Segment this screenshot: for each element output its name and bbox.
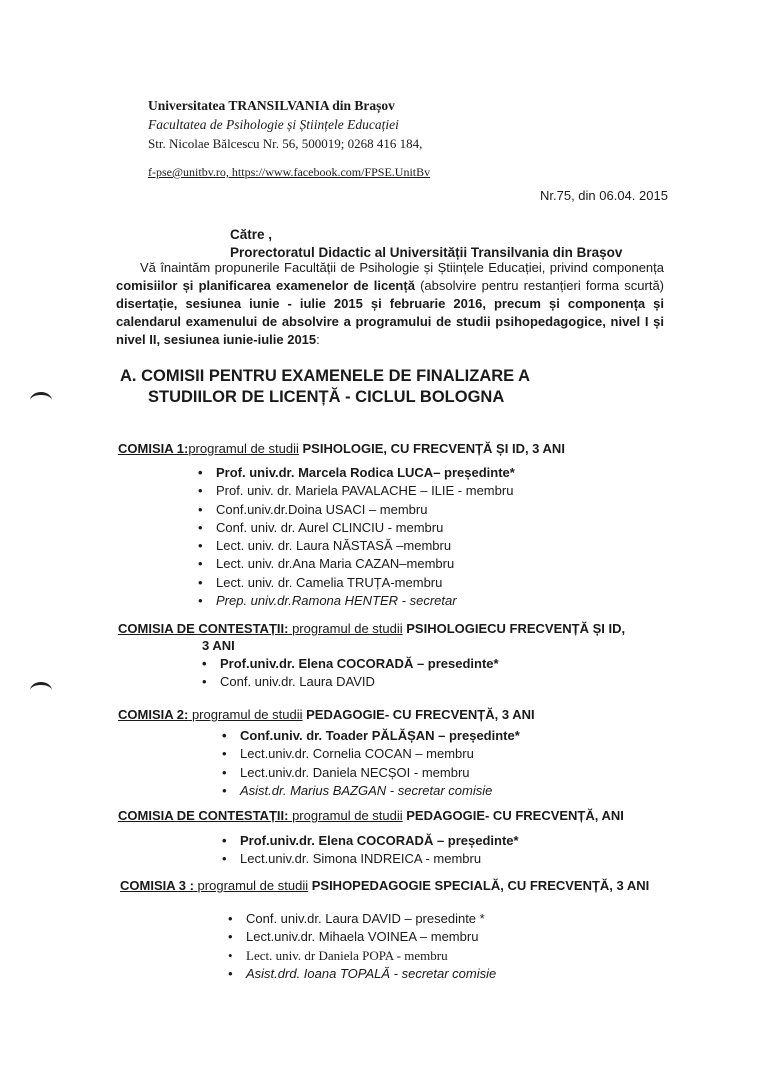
commission-program: programul de studii [292, 808, 403, 823]
commission-program: programul de studii [197, 878, 309, 893]
commission-members [198, 464, 515, 610]
commission-title: PEDAGOGIE- CU FRECVENȚĂ, ANI [402, 808, 624, 823]
intro-text: Vă înaintăm propunerile Facultății de Psihologie și Științele Educației, privind componența [140, 260, 664, 275]
commission-heading [118, 807, 624, 825]
recipient-block [230, 226, 622, 262]
commission-heading [118, 440, 565, 458]
punch-hole-mark [30, 392, 52, 409]
commission-label: COMISIA DE CONTESTAȚII: [118, 808, 289, 823]
member-item: • Asist.drd. Ioana TOPALĂ - secretar comisie [228, 965, 496, 983]
member-item: • Prep. univ.dr.Ramona HENTER - secretar [198, 592, 515, 610]
commission-program: programul de studii [188, 441, 299, 456]
commission-heading [118, 706, 535, 724]
commission-label: COMISIA 3 : [120, 878, 194, 893]
commission-program: programul de studii [191, 707, 303, 722]
section-a-heading [120, 366, 530, 408]
member-item: • Lect.univ.dr. Cornelia COCAN – membru [222, 745, 520, 763]
member-item: • Lect. univ. dr. Laura NĂSTASĂ –membru [198, 537, 515, 555]
commission-title: PSIHOLOGIECU FRECVENȚĂ ȘI ID, [402, 621, 626, 636]
member-item: • Lect.univ.dr. Mihaela VOINEA – membru [228, 928, 496, 946]
intro-bold: disertație, sesiunea iunie - iulie 2015 și februarie 2016, precum și componența și calendarul examenului de absolvire a programului de studii psihopedagogice, nivel I și nivel II, sesiunea iunie-iulie 2015 [116, 296, 664, 347]
member-item: • Prof. univ.dr. Marcela Rodica LUCA– președinte* [198, 464, 515, 482]
member-item: • Prof. univ. dr. Mariela PAVALACHE – ILIE - membru [198, 482, 515, 500]
intro-text: : [316, 332, 320, 347]
commission-heading [120, 877, 649, 895]
commission-label: COMISIA 2: [118, 707, 189, 722]
university-header [148, 96, 430, 182]
commission-title: PEDAGOGIE- CU FRECVENȚĂ, 3 ANI [302, 707, 535, 722]
member-item: • Lect. univ. dr. Camelia TRUȚA-membru [198, 574, 515, 592]
commission-label: COMISIA DE CONTESTAȚII: [118, 621, 289, 636]
commission-members [222, 727, 520, 800]
contact-links[interactable]: f-pse@unitbv.ro, https://www.facebook.com/FPSE.UnitBv [148, 165, 431, 179]
member-item: • Conf.univ. dr. Toader PĂLĂȘAN – președinte* [222, 727, 520, 745]
university-name: Universitatea TRANSILVANIA din Brașov [148, 98, 395, 113]
commission-title-continued: 3 ANI [202, 638, 235, 653]
intro-text: (absolvire pentru restanțieri forma scurtă) [414, 278, 665, 293]
member-item: • Conf. univ.dr. Laura DAVID – presedinte * [228, 910, 496, 928]
recipient-to: Către , [230, 227, 273, 242]
member-item: • Lect. univ. dr Daniela POPA - membru [228, 947, 496, 965]
section-a-line: A. COMISII PENTRU EXAMENELE DE FINALIZARE A [120, 367, 531, 385]
member-item: • Conf. univ. dr. Aurel CLINCIU - membru [198, 519, 515, 537]
commission-heading [118, 620, 625, 638]
member-item: • Asist.dr. Marius BAZGAN - secretar comisie [222, 782, 520, 800]
intro-paragraph [116, 259, 664, 349]
commission-members [202, 655, 499, 692]
punch-hole-mark [30, 682, 52, 699]
recipient-name: Prorectoratul Didactic al Universității Transilvania din Brașov [230, 245, 623, 260]
section-a-line: STUDIILOR DE LICENȚĂ - CICLUL BOLOGNA [148, 388, 505, 406]
commission-members [228, 910, 496, 983]
address-line: Str. Nicolae Bălcescu Nr. 56, 500019; 0268 416 184, [148, 136, 423, 151]
member-item: • Lect.univ.dr. Daniela NECȘOI - membru [222, 764, 520, 782]
commission-title: PSIHOPEDAGOGIE SPECIALĂ, CU FRECVENȚĂ, 3 ANI [308, 878, 650, 893]
intro-bold: comisiilor și planificarea examenelor de licență [116, 278, 415, 293]
commission-members [222, 832, 519, 869]
member-item: • Lect. univ. dr.Ana Maria CAZAN–membru [198, 555, 515, 573]
faculty-name: Facultatea de Psihologie și Științele Educației [148, 117, 399, 132]
reference-number: Nr.75, din 06.04. 2015 [540, 188, 668, 203]
member-item: • Conf.univ.dr.Doina USACI – membru [198, 501, 515, 519]
member-item: • Conf. univ.dr. Laura DAVID [202, 673, 499, 691]
commission-title: PSIHOLOGIE, CU FRECVENȚĂ ȘI ID, 3 ANI [298, 441, 565, 456]
commission-program: programul de studii [292, 621, 403, 636]
member-item: • Prof.univ.dr. Elena COCORADĂ – președinte* [222, 832, 519, 850]
commission-label: COMISIA 1: [118, 441, 189, 456]
member-item: • Lect.univ.dr. Simona INDREICA - membru [222, 850, 519, 868]
member-item: • Prof.univ.dr. Elena COCORADĂ – presedinte* [202, 655, 499, 673]
